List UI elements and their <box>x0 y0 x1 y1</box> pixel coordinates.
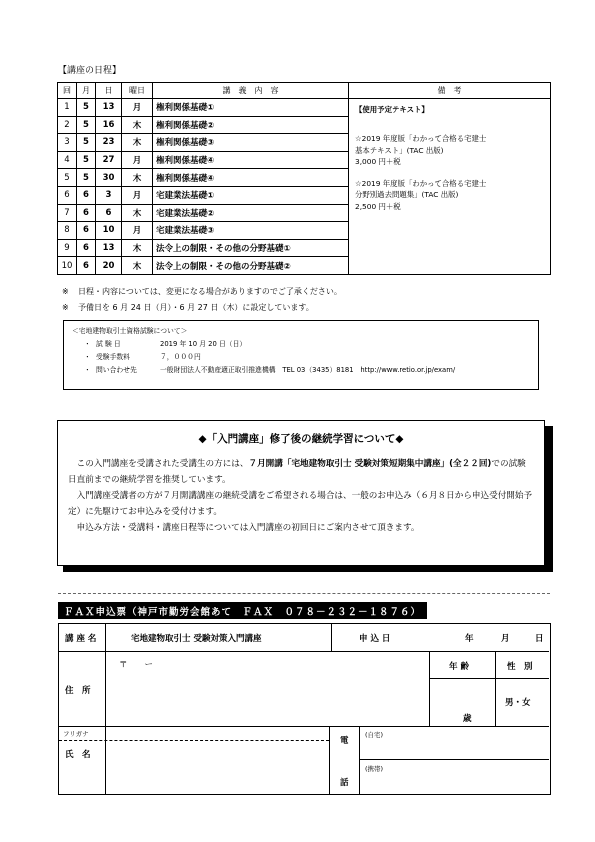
cell-day: 30 <box>96 169 122 187</box>
tel-label-bottom: 話 <box>340 778 349 788</box>
cell-day: 3 <box>96 186 122 204</box>
cell-month: 5 <box>77 169 96 187</box>
cell-dow: 月 <box>122 151 153 169</box>
continuing-paragraph-3: 申込み方法・受講料・講座日程等については入門講座の初回日にご案内させて頂きます。 <box>76 523 420 533</box>
continuing-paragraph-1: この入門講座を受講された受講生の方には、７月開講「宅地建物取引士 受験対策短期集中講座」(全２２回)での試験日直前までの継続学習を推奨しています。 <box>68 459 526 485</box>
cell-dow: 木 <box>122 169 153 187</box>
apply-day[interactable]: 日 <box>535 634 544 644</box>
note-item: ※ 予備日を 6 月 24 日（月）・6 月 27 日（木）に設定しています。 <box>62 303 314 312</box>
cell-no: 9 <box>58 239 77 257</box>
cell-dow: 月 <box>122 99 153 117</box>
header-no: 回 <box>58 83 77 99</box>
cell-day: 13 <box>96 99 122 117</box>
header-month: 月 <box>77 83 96 99</box>
cell-dow: 木 <box>122 257 153 275</box>
cell-dow: 木 <box>122 204 153 222</box>
schedule-title: 【講座の日程】 <box>58 66 122 76</box>
cell-no: 10 <box>58 257 77 275</box>
cell-month: 5 <box>77 151 96 169</box>
cell-subject: 権利関係基礎④ <box>153 151 349 169</box>
cell-subject: 権利関係基礎③ <box>153 134 349 152</box>
remarks-book2-line2: 分野別過去問題集」(TAC 出版) <box>355 190 459 200</box>
cell-dow: 月 <box>122 222 153 240</box>
cell-dow: 木 <box>122 134 153 152</box>
tel-label-top: 電 <box>340 736 349 746</box>
cell-month: 6 <box>77 222 96 240</box>
gender-label: 性 別 <box>507 662 533 672</box>
exam-row-fee: ・ 受験手数料 ７，０００円 <box>84 353 201 361</box>
cell-no: 2 <box>58 116 77 134</box>
name-label: 氏 名 <box>65 750 91 760</box>
header-day: 日 <box>96 83 122 99</box>
remarks-book2-price: 2,500 円＋税 <box>355 201 401 211</box>
remarks-heading: 【使用予定テキスト】 <box>355 105 429 114</box>
tel-home-field[interactable]: (自宅) <box>365 731 384 739</box>
schedule-notes <box>62 284 342 316</box>
cell-day: 6 <box>96 204 122 222</box>
exam-info-box <box>63 320 539 390</box>
continuing-title: ◆「入門講座」修了後の継続学習について◆ <box>198 433 404 445</box>
age-label: 年 齢 <box>449 662 469 672</box>
cell-subject: 権利関係基礎② <box>153 116 349 134</box>
continuing-paragraph-2: 入門講座受講者の方が７月開講講座の継続受講をご希望される場合は、一般のお申込み（６月８日から申込受付開始予定）に先駆けてお申込みを受付けます。 <box>68 491 533 517</box>
cell-month: 5 <box>77 116 96 134</box>
cell-no: 8 <box>58 222 77 240</box>
cell-subject: 宅建業法基礎③ <box>153 222 349 240</box>
remarks-book2-line1: ☆2019 年度版「わかって合格る宅建士 <box>355 178 487 188</box>
tel-mobile-field[interactable]: (携帯) <box>365 765 384 773</box>
cell-subject: 法令上の制限・その他の分野基礎② <box>153 257 349 275</box>
cell-no: 7 <box>58 204 77 222</box>
apply-date-label: 申 込 日 <box>359 634 391 644</box>
course-name-value: 宅地建物取引士 受験対策入門講座 <box>131 634 262 644</box>
apply-month[interactable]: 月 <box>501 634 510 644</box>
table-row <box>58 99 551 117</box>
fax-application-form <box>58 623 551 795</box>
cell-month: 6 <box>77 257 96 275</box>
cell-month: 6 <box>77 204 96 222</box>
cell-month: 6 <box>77 239 96 257</box>
remarks-cell <box>349 99 551 275</box>
apply-year[interactable]: 年 <box>465 634 474 644</box>
remarks-book1-price: 3,000 円＋税 <box>355 157 401 167</box>
header-dow: 曜日 <box>122 83 153 99</box>
cell-subject: 宅建業法基礎① <box>153 186 349 204</box>
cell-subject: 権利関係基礎① <box>153 99 349 117</box>
cell-no: 1 <box>58 99 77 117</box>
cell-subject: 宅建業法基礎② <box>153 204 349 222</box>
cell-day: 13 <box>96 239 122 257</box>
note-item: ※ 日程・内容については、変更になる場合がありますのでご了承ください。 <box>62 287 342 296</box>
cell-month: 5 <box>77 134 96 152</box>
furigana-label: フリガナ <box>63 730 89 738</box>
cell-day: 20 <box>96 257 122 275</box>
gender-choice[interactable]: 男・女 <box>505 698 531 708</box>
age-unit[interactable]: 歳 <box>463 714 472 724</box>
cell-no: 4 <box>58 151 77 169</box>
cell-day: 27 <box>96 151 122 169</box>
cell-day: 16 <box>96 116 122 134</box>
course-name-label: 講 座 名 <box>65 634 97 644</box>
header-subject: 講 義 内 容 <box>153 83 349 99</box>
continuing-study-box <box>57 420 545 566</box>
cell-dow: 木 <box>122 116 153 134</box>
remarks-book1-line1: ☆2019 年度版「わかって合格る宅建士 <box>355 134 487 144</box>
remarks-book1-line2: 基本テキスト」(TAC 出版) <box>355 145 444 155</box>
cell-dow: 月 <box>122 186 153 204</box>
header-remarks: 備 考 <box>349 83 551 99</box>
exam-info-title: ＜宅地建物取引士資格試験について＞ <box>72 327 188 335</box>
cell-subject: 権利関係基礎④ <box>153 169 349 187</box>
cut-line <box>58 593 550 594</box>
cell-subject: 法令上の制限・その他の分野基礎① <box>153 239 349 257</box>
cell-no: 3 <box>58 134 77 152</box>
schedule-table <box>57 82 551 275</box>
cell-dow: 木 <box>122 239 153 257</box>
cell-day: 23 <box>96 134 122 152</box>
cell-no: 5 <box>58 169 77 187</box>
cell-month: 6 <box>77 186 96 204</box>
address-label: 住 所 <box>65 686 91 696</box>
postal-code-field[interactable]: 〒 ー <box>119 660 154 670</box>
exam-row-date: ・ 試 験 日 2019 年 10 月 20 日（日） <box>84 340 247 348</box>
cell-day: 10 <box>96 222 122 240</box>
fax-form-title: ＦＡＸ申込票（神戸市勤労会館あて ＦＡＸ ０７８－２３２－１８７６） <box>58 602 427 619</box>
cell-no: 6 <box>58 186 77 204</box>
cell-month: 5 <box>77 99 96 117</box>
schedule-header-row <box>58 83 551 99</box>
exam-row-contact: ・ 問い合わせ先 一般財団法人不動産適正取引推進機構 TEL 03（3435）8181 http://www.retio.or.jp/exam/ <box>84 366 456 374</box>
